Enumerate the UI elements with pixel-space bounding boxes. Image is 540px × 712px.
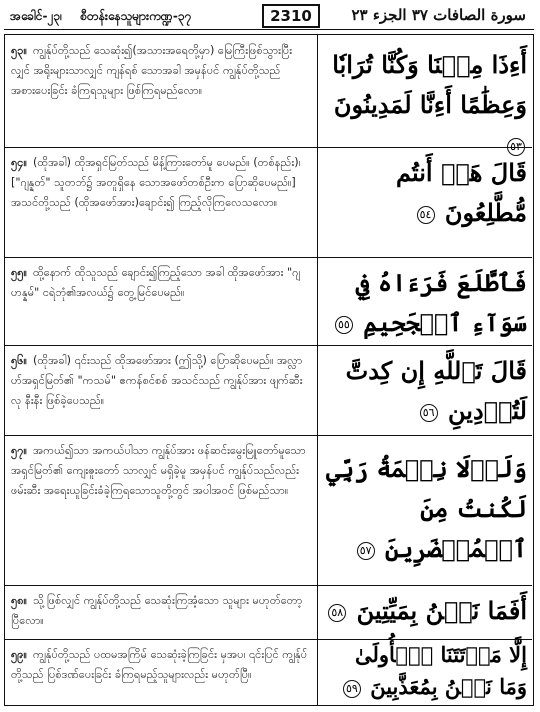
translation-text: ထို့နောက် ထိုသူသည် ချောင်း၍ကြည့်သော အခါ ထိုအဖော်အား "ဂျဟန္နမ်" ငရဲဘုံ၏အလယ်၌ တွေ့မြင်ပေမည်။: [11, 266, 301, 299]
arabic-cell: [323, 449, 527, 569]
ayah-number-marker: ٥٥: [335, 316, 353, 334]
translation-text: အကယ်၍သာ အကယ်ပါသာ ကျွန်ုပ်အား ဖန်ဆင်းမွေးမြူတော်မူသော အရှင်မြတ်၏ ကျေးဇူးတော် သာလျှင် မရှိခဲ့မူ အမှန်ပင် ကျွန်ုပ်သည်လည်း ဖမ်းဆီး အရေးယူခြင်းခံခဲ့ကြရသောသူတို့တွင် အပါအဝင် ဖြစ်မည်သာ။: [11, 444, 306, 497]
verse-number: ၅၉။: [11, 648, 27, 661]
translation-cell: [11, 591, 309, 631]
page-number: 2310: [262, 4, 320, 28]
verse-number: ၅၈။: [11, 594, 28, 607]
arabic-text: أَفَمَا نَحۡنُ بِمَيِّتِينَ: [356, 596, 527, 625]
quran-page: [4, 2, 534, 708]
header-part: အခေါင်-၂၃၊: [10, 9, 63, 23]
arabic-text: قَالَ تَٱللَّهِ إِن كِدتَّ لَتُرۡدِينِ: [345, 356, 527, 425]
translation-text: သို့ဖြစ်လျှင် ကျွန်ုပ်တို့သည် သေဆုံးကြအံ့သော သူများ မဟုတ်တော့ပြီလော။: [11, 594, 303, 627]
arabic-text: أَءِذَا مِتۡنَا وَكُنَّا تُرَابٗا وَعِظَٰمًا أَءِنَّا لَمَدِينُونَ: [332, 50, 527, 119]
verse-number: ၅၃။: [11, 44, 27, 57]
verse-row: [5, 257, 532, 346]
verse-row: [5, 147, 532, 258]
verse-number: ၅၇။: [11, 444, 27, 457]
translation-cell: [11, 351, 309, 411]
verse-number: ၅၅။: [11, 266, 27, 279]
verse-row: [5, 435, 532, 586]
arabic-cell: [323, 351, 527, 431]
arabic-text: فَٱطَّلَعَ فَرَءَاهُ فِي سَوَآءِ ٱلۡجَحِيمِ: [355, 268, 527, 337]
translation-cell: [11, 153, 309, 213]
arabic-cell: [323, 639, 527, 703]
translation-cell: [11, 41, 309, 101]
header-surah-title: စီတန်းနေသူများကဏ္ဍ-၃၇: [80, 9, 192, 23]
ayah-number-marker: ٥٨: [328, 604, 346, 622]
ayah-number-marker: ٥٤: [417, 206, 435, 224]
arabic-cell: [323, 153, 527, 233]
arabic-cell: [323, 263, 527, 343]
page-header: [4, 2, 534, 28]
translation-cell: [11, 441, 309, 501]
verse-row: [5, 35, 532, 153]
translation-cell: [11, 263, 309, 303]
arabic-text: قَالَ هَلۡ أَنتُم مُّطَّلِعُونَ: [396, 158, 527, 227]
verse-number: ၅၆။: [11, 354, 27, 367]
ayah-number-marker: ٥٣: [507, 138, 525, 156]
verse-row: [5, 639, 532, 705]
translation-text: ကျွန်ုပ်တို့သည် ပထမအကြိမ် သေဆုံးခဲ့ကြခြင်း မှအပ၊ ၎င်းပြင် ကျွန်ုပ်တို့သည် ပြစ်ဒဏ်ပေးခြင်း ခံကြရမည့်သူများလည်း မဟုတ်ပြီ။: [11, 648, 308, 681]
arabic-cell: [323, 591, 527, 631]
translation-text: (ထိုအခါ) ထိုအရှင်မြတ်သည် မိန့်ကြားတော်မူ ပေမည်။ (တစ်နည်း)၊ ["ဂျန္နတ်" သူတဘ်၌ အတူရှိနေ သောအဖော်တစ်ဦးက ပြောဆိုပေမည်။] အသင်တို့သည် (ထိုအဖော်အား)ချောင်း၍ ကြည့်လိုကြလေသလော။: [11, 156, 301, 209]
arabic-text: إِلَّا مَوۡتَتَنَا ٱلۡأُولَىٰ وَمَا نَحۡنُ بِمُعَذَّبِينَ: [354, 642, 527, 699]
header-rule: [4, 29, 534, 30]
translation-cell: [11, 645, 309, 685]
verse-table: [4, 34, 534, 706]
verse-number: ၅၄။: [11, 156, 27, 169]
header-arabic-title: سورة الصافات ٣٧ الجزء ٢٣: [351, 6, 526, 24]
ayah-number-marker: ٥٦: [420, 404, 438, 422]
verse-row: [5, 585, 532, 640]
arabic-text: وَلَوۡلَا نِعۡمَةُ رَبِّي لَكُنتُ مِنَ ٱلۡمُحۡضَرِينَ: [326, 454, 527, 563]
header-left: [10, 8, 205, 26]
translation-text: ကျွန်ုပ်တို့သည် သေဆုံး၍(အသားအရေတို့မှာ) မြေကြီးဖြစ်သွားပြီးလျှင် အရိုးများသာလျှင် ကျန်ရစ် သောအခါ အမှန်ပင် ကျွန်ုပ်တို့သည် အစားပေးခြင်း ခံကြရသူများ ဖြစ်ကြရမည်လော။: [11, 44, 293, 97]
translation-text: (ထိုအခါ) ၎င်းသည် ထိုအဖော်အား (ဤသို့) ပြောဆိုပေမည်။ အလ္လာဟ်အရှင်မြတ်၏ "ကသမ်" ဧကန်စင်စစ် အသင်သည် ကျွန်ုပ်အား ဖျက်ဆီးလု နီးနီး ဖြစ်ခဲ့ပေသည်။: [11, 354, 303, 407]
ayah-number-marker: ٥٩: [343, 680, 361, 698]
verse-row: [5, 345, 532, 436]
ayah-number-marker: ٥٧: [357, 542, 375, 560]
